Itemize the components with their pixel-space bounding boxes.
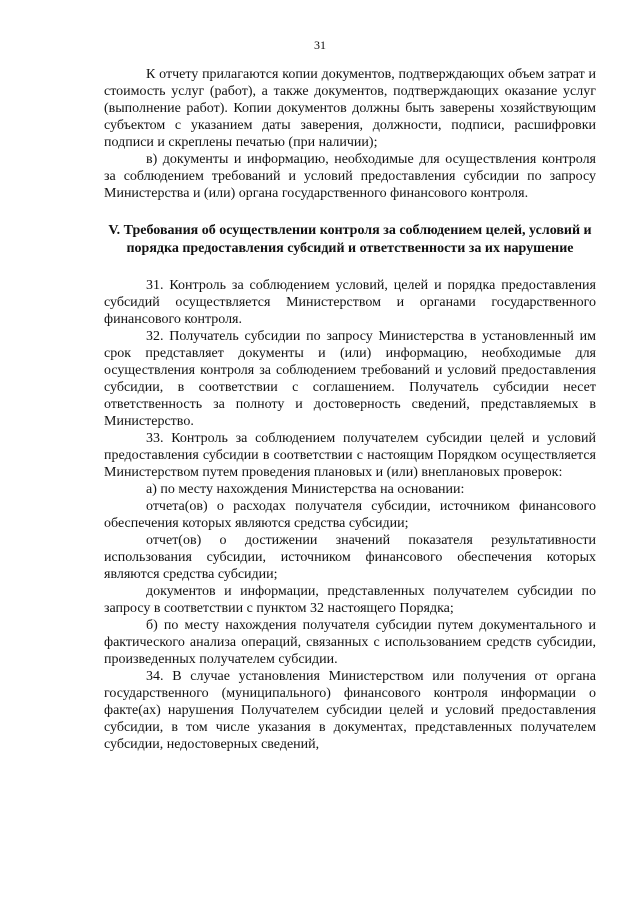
paragraph-34: 34. В случае установления Министерством или получения от органа государственного (муниципального) финансового контроля информации о факте(ах) нарушения Получателем субсидии целей и условий предоставления субсидии, в том числе указания в документах, представленных получателем субсидии, недостоверных сведений, (104, 669, 596, 752)
paragraph-33-a-indicator-report: отчет(ов) о достижении значений показателя результативности использования субсидии, источником финансового обеспечения которых являются средства субсидии; (104, 533, 596, 582)
page-number: 31 (314, 38, 326, 52)
paragraph-33: 33. Контроль за соблюдением получателем субсидии целей и условий предоставления субсидии в соответствии с настоящим Порядком осуществляется Министерством путем проведения плановых и (или) внеплановых проверок: (104, 431, 596, 480)
document-body (104, 66, 596, 753)
paragraph-item-v: в) документы и информацию, необходимые для осуществления контроля за соблюдением требований и условий предоставления субсидии по запросу Министерства и (или) органа государственного финансового контроля. (104, 152, 596, 201)
paragraph-copies-of-documents: К отчету прилагаются копии документов, подтверждающих объем затрат и стоимость услуг (работ), а также документов, подтверждающих оказание услуг (выполнение работ). Копии документов должны быть заверены хозяйствующим субъектом с указанием даты заверения, должности, подписи, расшифровки подписи и скреплены печатью (при наличии); (104, 67, 596, 150)
paragraph-33-a: а) по месту нахождения Министерства на основании: (146, 482, 465, 497)
section-heading-wrap (104, 222, 596, 257)
paragraph-33-b: б) по месту нахождения получателя субсидии путем документального и фактического анализа операций, связанных с использованием средств субсидии, произведенных получателем субсидии. (104, 618, 596, 667)
paragraph-31: 31. Контроль за соблюдением условий, целей и порядка предоставления субсидий осуществляется Министерством и органами государственного финансового контроля. (104, 278, 596, 327)
paragraph-33-a-expenses-report: отчета(ов) о расходах получателя субсидии, источником финансового обеспечения которых являются средства субсидии; (104, 499, 596, 531)
section-heading: V. Требования об осуществлении контроля за соблюдением целей, условий и порядка предоставления субсидий и ответственности за их нарушение (108, 223, 592, 256)
paragraph-32: 32. Получатель субсидии по запросу Министерства в установленный им срок представляет документы и (или) информацию, необходимые для осуществления контроля за соблюдением требований и условий предоставления субсидии, в соответствии с соглашением. Получатель субсидии несет ответственность за полноту и достоверность сведений, представляемых в Министерство. (104, 329, 596, 429)
paragraph-33-a-documents: документов и информации, представленных получателем субсидии по запросу в соответствии с пунктом 32 настоящего Порядка; (104, 584, 596, 616)
